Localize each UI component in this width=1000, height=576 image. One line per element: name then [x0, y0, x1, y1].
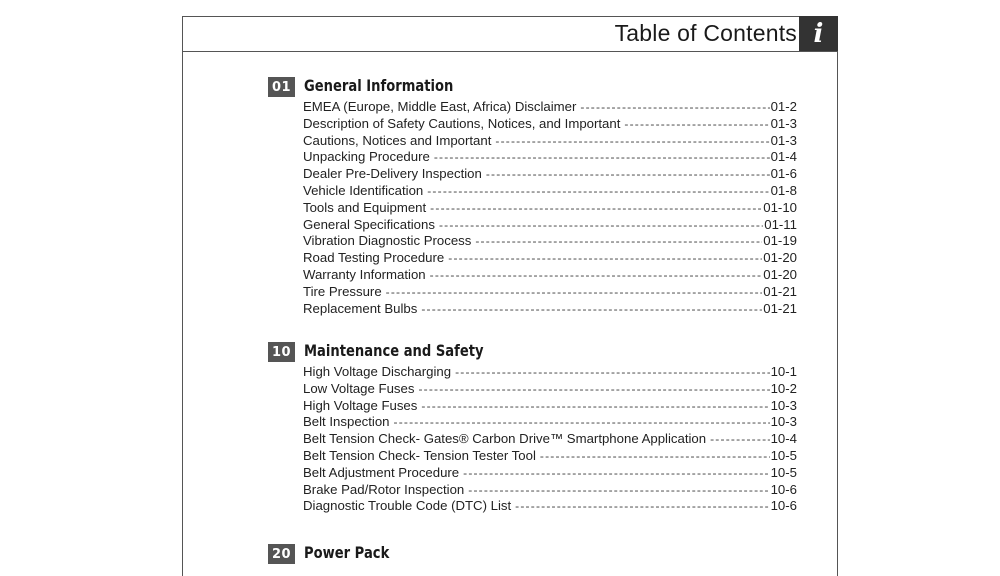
- toc-entry-label: Belt Tension Check- Gates® Carbon Drive™ Smartphone Application: [303, 431, 707, 447]
- toc-entry-label: Belt Tension Check- Tension Tester Tool: [303, 447, 536, 463]
- toc-entry-page-number: 01-3: [770, 132, 797, 148]
- toc-entry-page-number: 01-20: [763, 266, 797, 282]
- toc-entry-page-number: 01-19: [763, 233, 797, 249]
- toc-entry-link[interactable]: [303, 431, 797, 448]
- toc-entry-label: High Voltage Fuses: [303, 397, 418, 413]
- section-number-badge: 01: [268, 77, 295, 97]
- info-icon: i: [799, 16, 838, 51]
- section-title: General Information: [304, 76, 454, 95]
- toc-entry-page-number: 10-6: [770, 498, 797, 514]
- section-number-badge: 20: [268, 544, 295, 564]
- dot-leader: [710, 432, 769, 446]
- dot-leader: [430, 201, 762, 215]
- toc-entry-link[interactable]: [303, 414, 797, 431]
- toc-entry-link[interactable]: [303, 398, 797, 415]
- dot-leader: [540, 449, 770, 463]
- dot-leader: [475, 234, 762, 248]
- toc-entry-label: Tools and Equipment: [303, 199, 427, 215]
- toc-entry-label: Replacement Bulbs: [303, 300, 418, 316]
- toc-entry-label: Low Voltage Fuses: [303, 380, 415, 396]
- section-title: Maintenance and Safety: [304, 341, 484, 360]
- dot-leader: [495, 134, 769, 148]
- page-header: [183, 17, 837, 52]
- dot-leader: [421, 399, 769, 413]
- toc-entry-label: Belt Adjustment Procedure: [303, 464, 460, 480]
- toc-entry-link[interactable]: [303, 284, 797, 301]
- dot-leader: [515, 499, 769, 513]
- toc-entry-link[interactable]: [303, 183, 797, 200]
- toc-entry-page-number: 01-6: [770, 166, 797, 182]
- toc-entry-link[interactable]: [303, 166, 797, 183]
- dot-leader: [463, 466, 769, 480]
- dot-leader: [439, 218, 763, 232]
- toc-entry-page-number: 10-3: [770, 397, 797, 413]
- toc-entry-page-number: 01-10: [763, 199, 797, 215]
- toc-section-power-pack: [268, 544, 808, 566]
- dot-leader: [418, 382, 769, 396]
- dot-leader: [580, 100, 769, 114]
- toc-entry-label: EMEA (Europe, Middle East, Africa) Disclaimer: [303, 99, 577, 114]
- toc-entry-label: Dealer Pre-Delivery Inspection: [303, 166, 482, 182]
- toc-entry-link[interactable]: [303, 200, 797, 217]
- toc-entry-page-number: 01-3: [770, 115, 797, 131]
- toc-entry-page-number: 10-5: [770, 447, 797, 463]
- toc-page: [182, 16, 838, 576]
- toc-entry-link[interactable]: [303, 133, 797, 150]
- dot-leader: [430, 268, 763, 282]
- dot-leader: [434, 150, 770, 164]
- dot-leader: [448, 251, 762, 265]
- toc-entry-link[interactable]: [303, 465, 797, 482]
- dot-leader: [427, 184, 769, 198]
- section-number-badge: 10: [268, 342, 295, 362]
- toc-entry-link[interactable]: [303, 116, 797, 133]
- toc-entry-page-number: 01-4: [770, 149, 797, 165]
- toc-entry-link[interactable]: [303, 364, 797, 381]
- toc-entry-label: Tire Pressure: [303, 283, 382, 299]
- toc-entry-page-number: 01-21: [763, 300, 797, 316]
- dot-leader: [624, 117, 769, 131]
- section-heading: [268, 544, 808, 566]
- section-heading: [268, 77, 808, 99]
- toc-entry-link[interactable]: [303, 250, 797, 267]
- toc-entry-label: Description of Safety Cautions, Notices, and Important: [303, 115, 621, 131]
- toc-entry-label: Cautions, Notices and Important: [303, 132, 492, 148]
- toc-entry-label: Diagnostic Trouble Code (DTC) List: [303, 498, 512, 514]
- toc-entry-page-number: 10-5: [770, 464, 797, 480]
- toc-entry-page-number: 01-21: [763, 283, 797, 299]
- toc-entry-label: Warranty Information: [303, 266, 426, 282]
- toc-entry-page-number: 10-1: [770, 364, 797, 379]
- toc-entry-link[interactable]: [303, 267, 797, 284]
- section-heading: [268, 342, 808, 364]
- toc-entry-page-number: 10-2: [770, 380, 797, 396]
- dot-leader: [455, 365, 770, 379]
- dot-leader: [421, 302, 762, 316]
- toc-entry-page-number: 10-3: [770, 414, 797, 430]
- toc-entry-link[interactable]: [303, 99, 797, 116]
- toc-entry-page-number: 10-4: [770, 431, 797, 447]
- toc-entry-link[interactable]: [303, 448, 797, 465]
- toc-entry-label: Vibration Diagnostic Process: [303, 233, 472, 249]
- toc-entry-label: High Voltage Discharging: [303, 364, 452, 379]
- toc-entry-link[interactable]: [303, 149, 797, 166]
- toc-entry-link[interactable]: [303, 217, 797, 234]
- toc-entry-label: Belt Inspection: [303, 414, 390, 430]
- toc-entry-page-number: 01-20: [763, 250, 797, 266]
- dot-leader: [468, 483, 769, 497]
- toc-section-general-information: [268, 77, 808, 317]
- dot-leader: [486, 167, 770, 181]
- dot-leader: [386, 285, 763, 299]
- toc-entry-label: Brake Pad/Rotor Inspection: [303, 481, 465, 497]
- toc-entry-label: Unpacking Procedure: [303, 149, 430, 165]
- section-entries: [303, 364, 797, 515]
- page-title: Table of Contents: [614, 20, 797, 46]
- toc-entry-label: Road Testing Procedure: [303, 250, 445, 266]
- toc-entry-link[interactable]: [303, 381, 797, 398]
- toc-section-maintenance-and-safety: [268, 342, 808, 515]
- toc-entry-link[interactable]: [303, 482, 797, 499]
- toc-entry-page-number: 01-2: [770, 99, 797, 114]
- toc-entry-page-number: 01-11: [764, 216, 797, 232]
- dot-leader: [394, 415, 770, 429]
- toc-entry-link[interactable]: [303, 498, 797, 515]
- toc-entry-page-number: 10-6: [770, 481, 797, 497]
- section-title: Power Pack: [304, 543, 390, 562]
- toc-entry-page-number: 01-8: [770, 182, 797, 198]
- toc-entry-link[interactable]: [303, 233, 797, 250]
- section-entries: [303, 99, 797, 317]
- toc-entry-link[interactable]: [303, 301, 797, 318]
- toc-entry-label: Vehicle Identification: [303, 182, 424, 198]
- toc-entry-label: General Specifications: [303, 216, 435, 232]
